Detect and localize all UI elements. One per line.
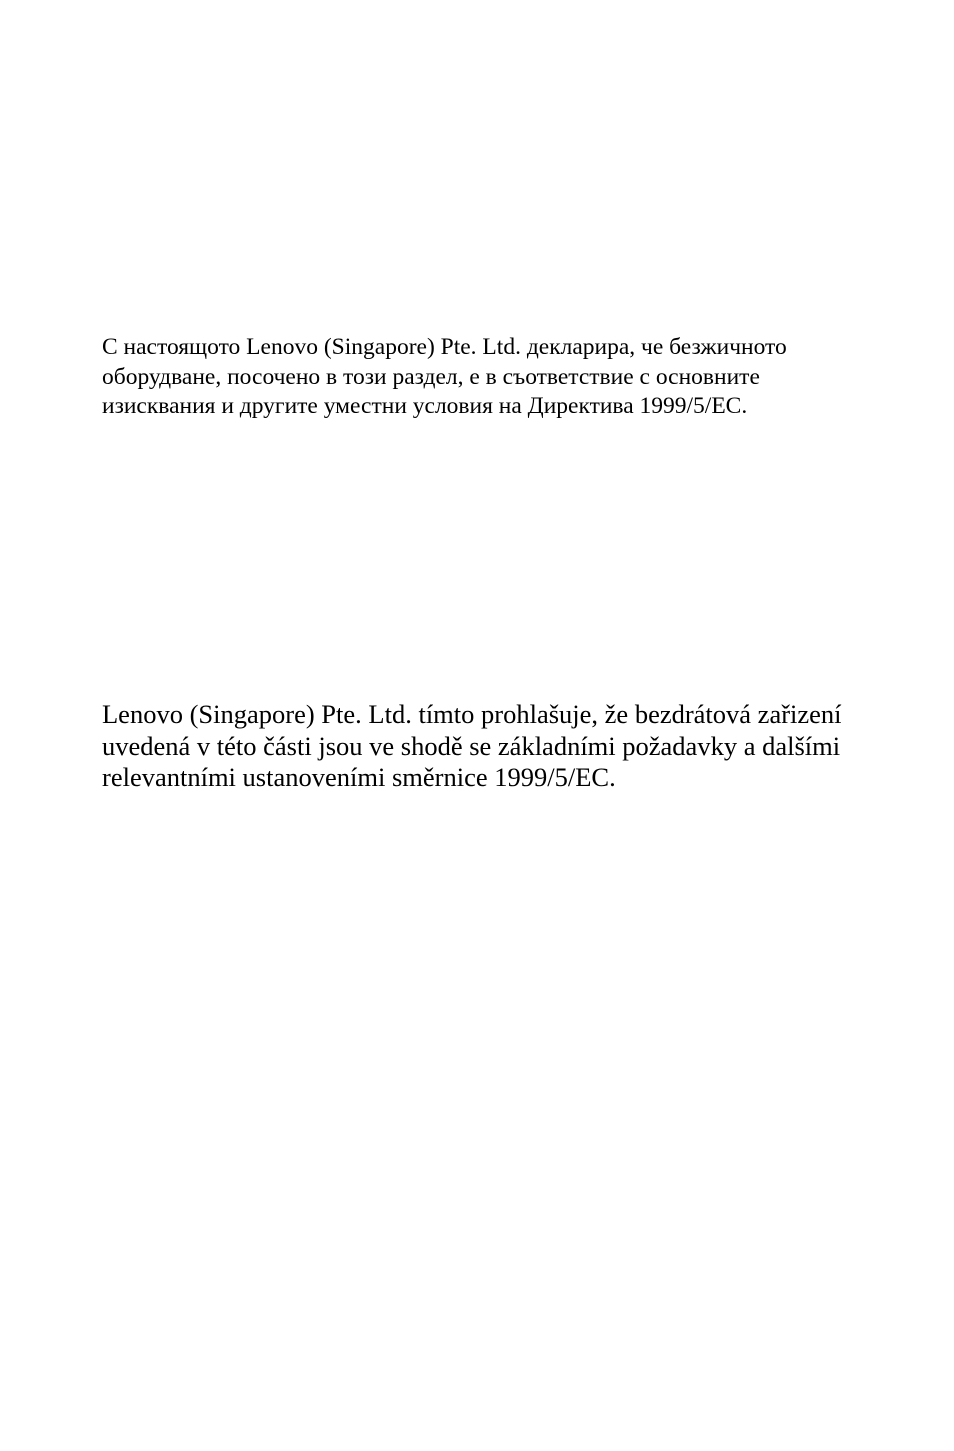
declaration-bulgarian bbox=[102, 333, 787, 422]
declaration-line: Lenovo (Singapore) Pte. Ltd. tímto prohlašuje, že bezdrátová zařizení bbox=[102, 699, 842, 729]
declaration-line: relevantními ustanoveními směrnice 1999/5/EC. bbox=[102, 762, 616, 792]
declaration-line: С настоящото Lenovo (Singapore) Pte. Ltd. декларира, че безжичното bbox=[102, 334, 787, 360]
declaration-line: uvedená v této části jsou ve shodě se základními požadavky a dalšími bbox=[102, 730, 841, 761]
declaration-line: оборудване, посочено в този раздел, е в съответствие с основните bbox=[102, 363, 760, 390]
declaration-line: изисквания и другите уместни условия на Директива 1999/5/EC. bbox=[102, 393, 748, 419]
declaration-czech bbox=[102, 699, 842, 794]
